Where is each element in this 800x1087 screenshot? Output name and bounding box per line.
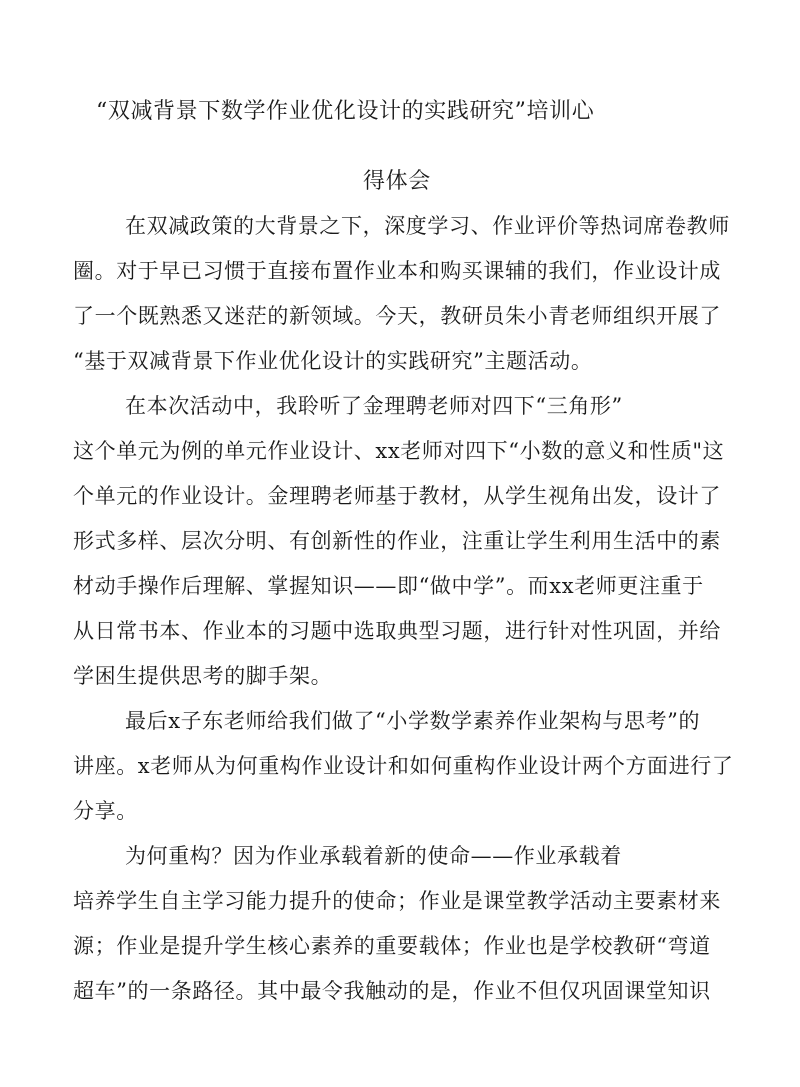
paragraph-line: 在本次活动中，我聆听了金理聘老师对四下“三角形” <box>125 394 623 418</box>
paragraph-line: 最后x子东老师给我们做了“小学数学素养作业架构与思考”的 <box>125 709 701 733</box>
paragraph-line: 在双减政策的大背景之下，深度学习、作业评价等热词席卷教师 <box>125 214 730 238</box>
document-title-line-1: “双减背景下数学作业优化设计的实践研究”培训心 <box>96 99 595 124</box>
paragraph-line: 源；作业是提升学生核心素养的重要载体；作业也是学校教研“弯道 <box>73 934 711 958</box>
paragraph-line: 学困生提供思考的脚手架。 <box>73 664 333 688</box>
paragraph-line: 为何重构？因为作业承载着新的使命——作业承载着 <box>125 844 622 868</box>
paragraph-line: 超车”的一条路径。其中最令我触动的是，作业不但仅巩固课堂知识 <box>73 979 711 1003</box>
paragraph-line: 了一个既熟悉又迷茫的新领域。今天，教研员朱小青老师组织开展了 <box>73 304 721 328</box>
paragraph-line: 圈。对于早已习惯于直接布置作业本和购买课辅的我们，作业设计成 <box>73 259 721 283</box>
paragraph-line: 这个单元为例的单元作业设计、xx老师对四下“小数的意义和性质"这 <box>73 439 725 463</box>
paragraph-line: 分享。 <box>73 799 138 823</box>
paragraph-line: 个单元的作业设计。金理聘老师基于教材，从学生视角出发，设计了 <box>73 484 721 508</box>
paragraph-line: 形式多样、层次分明、有创新性的作业，注重让学生利用生活中的素 <box>73 529 721 553</box>
paragraph-line: 从日常书本、作业本的习题中选取典型习题，进行针对性巩固，并给 <box>73 619 721 643</box>
document-title-line-2: 得体会 <box>363 169 431 194</box>
paragraph-line: 讲座。x老师从为何重构作业设计和如何重构作业设计两个方面进行了 <box>73 754 734 778</box>
paragraph-line: 培养学生自主学习能力提升的使命；作业是课堂教学活动主要素材来 <box>73 889 721 913</box>
paragraph-line: “基于双减背景下作业优化设计的实践研究”主题活动。 <box>73 349 593 373</box>
paragraph-line: 材动手操作后理解、掌握知识——即“做中学”。而xx老师更注重于 <box>73 574 704 598</box>
